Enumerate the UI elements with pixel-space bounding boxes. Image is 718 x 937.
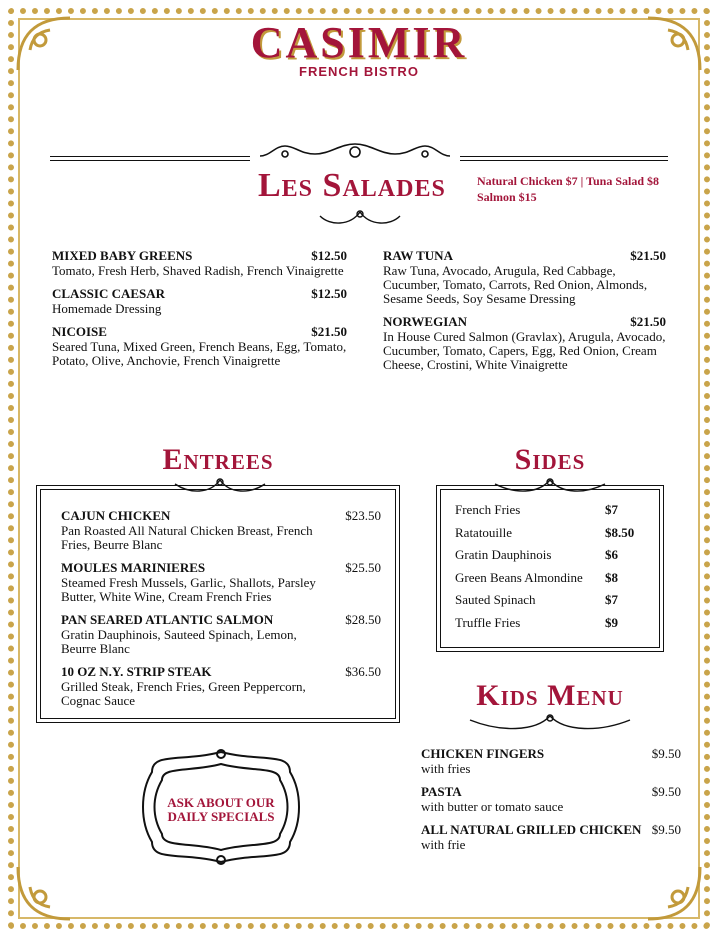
item-desc: with fries bbox=[421, 761, 471, 776]
side-item bbox=[455, 592, 635, 615]
side-price: $8.50 bbox=[605, 524, 635, 540]
item-price: $21.50 bbox=[630, 314, 666, 329]
menu-item bbox=[61, 612, 381, 656]
side-name: Gratin Dauphinois bbox=[455, 547, 552, 562]
item-price: $9.50 bbox=[651, 784, 681, 799]
item-name: NICOISE bbox=[52, 324, 107, 339]
divider-line bbox=[50, 160, 250, 161]
side-name: French Fries bbox=[455, 502, 521, 517]
menu-item bbox=[52, 248, 347, 278]
item-price: $12.50 bbox=[311, 248, 347, 263]
item-desc: with butter or tomato sauce bbox=[421, 799, 564, 814]
item-desc: In House Cured Salmon (Gravlax), Arugula, Avocado, Cucumber, Tomato, Capers, Egg, Red Onion, Cream Cheese, Crostini, White Vinaigrette bbox=[383, 329, 666, 372]
item-name: PASTA bbox=[421, 784, 462, 799]
side-name: Green Beans Almondine bbox=[455, 569, 583, 585]
item-name: ALL NATURAL GRILLED CHICKEN bbox=[421, 822, 642, 837]
sides-list bbox=[455, 502, 635, 637]
item-desc: Homemade Dressing bbox=[52, 301, 162, 316]
divider-line bbox=[460, 156, 668, 157]
salads-right-column bbox=[383, 248, 666, 372]
side-item bbox=[455, 502, 635, 525]
kids-list bbox=[421, 746, 681, 852]
side-name: Sauted Spinach bbox=[455, 592, 536, 607]
salads-title: Les Salades bbox=[258, 167, 446, 204]
salads-left-column bbox=[52, 248, 347, 368]
item-desc: with frie bbox=[421, 837, 466, 852]
item-price: $36.50 bbox=[345, 664, 381, 679]
menu-item bbox=[61, 508, 381, 552]
salads-addons-line1: Natural Chicken $7 | Tuna Salad $8 bbox=[477, 174, 660, 188]
item-price: $21.50 bbox=[311, 324, 347, 339]
brand-name: CASIMIR bbox=[250, 18, 468, 67]
item-price: $9.50 bbox=[651, 822, 681, 837]
side-item bbox=[455, 570, 635, 593]
item-name: CAJUN CHICKEN bbox=[61, 508, 171, 523]
side-price: $9 bbox=[605, 614, 618, 630]
item-price: $21.50 bbox=[630, 248, 666, 263]
divider-line bbox=[50, 156, 250, 157]
menu-item bbox=[421, 784, 681, 814]
side-price: $8 bbox=[605, 569, 618, 585]
item-price: $12.50 bbox=[311, 286, 347, 301]
brand-subtitle: FRENCH BISTRO bbox=[299, 64, 419, 79]
side-name: Ratatouille bbox=[455, 524, 513, 540]
specials-callout bbox=[132, 796, 310, 824]
item-name: PAN SEARED ATLANTIC SALMON bbox=[61, 612, 274, 627]
menu-item bbox=[61, 560, 381, 604]
flourish-corner-icon bbox=[638, 857, 708, 927]
salads-addons bbox=[477, 173, 659, 205]
item-name: NORWEGIAN bbox=[383, 314, 468, 329]
scroll-divider-icon bbox=[455, 712, 645, 736]
item-price: $28.50 bbox=[345, 612, 381, 627]
menu-item bbox=[61, 664, 381, 708]
scroll-divider-icon bbox=[300, 206, 420, 232]
menu-item bbox=[383, 314, 666, 372]
item-price: $9.50 bbox=[651, 746, 681, 761]
item-desc: Raw Tuna, Avocado, Arugula, Red Cabbage, Cucumber, Tomato, Carrots, Red Onion, Almonds, Sesame Seeds, Soy Sesame Dressing bbox=[383, 263, 648, 306]
item-desc: Seared Tuna, Mixed Green, French Beans, Egg, Tomato, Potato, Olive, Anchovie, French Vinaigrette bbox=[52, 339, 347, 368]
item-desc: Steamed Fresh Mussels, Garlic, Shallots, Parsley Butter, White Wine, Cream French Fries bbox=[61, 575, 316, 604]
entrees-box bbox=[40, 489, 396, 719]
specials-line2: DAILY SPECIALS bbox=[167, 809, 275, 824]
entrees-title: Entrees bbox=[162, 443, 274, 476]
item-name: MOULES MARINIERES bbox=[61, 560, 206, 575]
item-desc: Pan Roasted All Natural Chicken Breast, French Fries, Beurre Blanc bbox=[61, 523, 313, 552]
sides-box bbox=[440, 489, 660, 648]
menu-item bbox=[383, 248, 666, 306]
menu-item bbox=[421, 822, 681, 852]
item-name: CHICKEN FINGERS bbox=[421, 746, 545, 761]
salads-addons-line2: Salmon $15 bbox=[477, 190, 537, 204]
item-name: RAW TUNA bbox=[383, 248, 453, 263]
side-price: $7 bbox=[605, 592, 618, 607]
menu-item bbox=[52, 286, 347, 316]
brand-header bbox=[0, 20, 718, 79]
item-name: CLASSIC CAESAR bbox=[52, 286, 166, 301]
item-desc: Grilled Steak, French Fries, Green Peppercorn, Cognac Sauce bbox=[61, 679, 306, 708]
divider-line bbox=[460, 160, 668, 161]
item-desc: Gratin Dauphinois, Sauteed Spinach, Lemon, Beurre Blanc bbox=[61, 627, 297, 656]
specials-line1: ASK ABOUT OUR bbox=[167, 795, 275, 810]
side-name: Truffle Fries bbox=[455, 614, 521, 630]
flourish-corner-icon bbox=[10, 857, 80, 927]
item-price: $23.50 bbox=[345, 508, 381, 523]
sides-title: Sides bbox=[514, 443, 586, 476]
menu-item bbox=[52, 324, 347, 368]
item-desc: Tomato, Fresh Herb, Shaved Radish, French Vinaigrette bbox=[52, 263, 344, 278]
side-item bbox=[455, 615, 635, 638]
side-item bbox=[455, 525, 635, 548]
menu-item bbox=[421, 746, 681, 776]
item-price: $25.50 bbox=[345, 560, 381, 575]
side-item bbox=[455, 547, 635, 570]
side-price: $6 bbox=[605, 547, 618, 562]
side-price: $7 bbox=[605, 502, 618, 517]
kids-title: Kids Menu bbox=[476, 679, 624, 712]
item-name: 10 OZ N.Y. STRIP STEAK bbox=[61, 664, 212, 679]
item-name: MIXED BABY GREENS bbox=[52, 248, 193, 263]
entrees-list bbox=[61, 508, 381, 708]
